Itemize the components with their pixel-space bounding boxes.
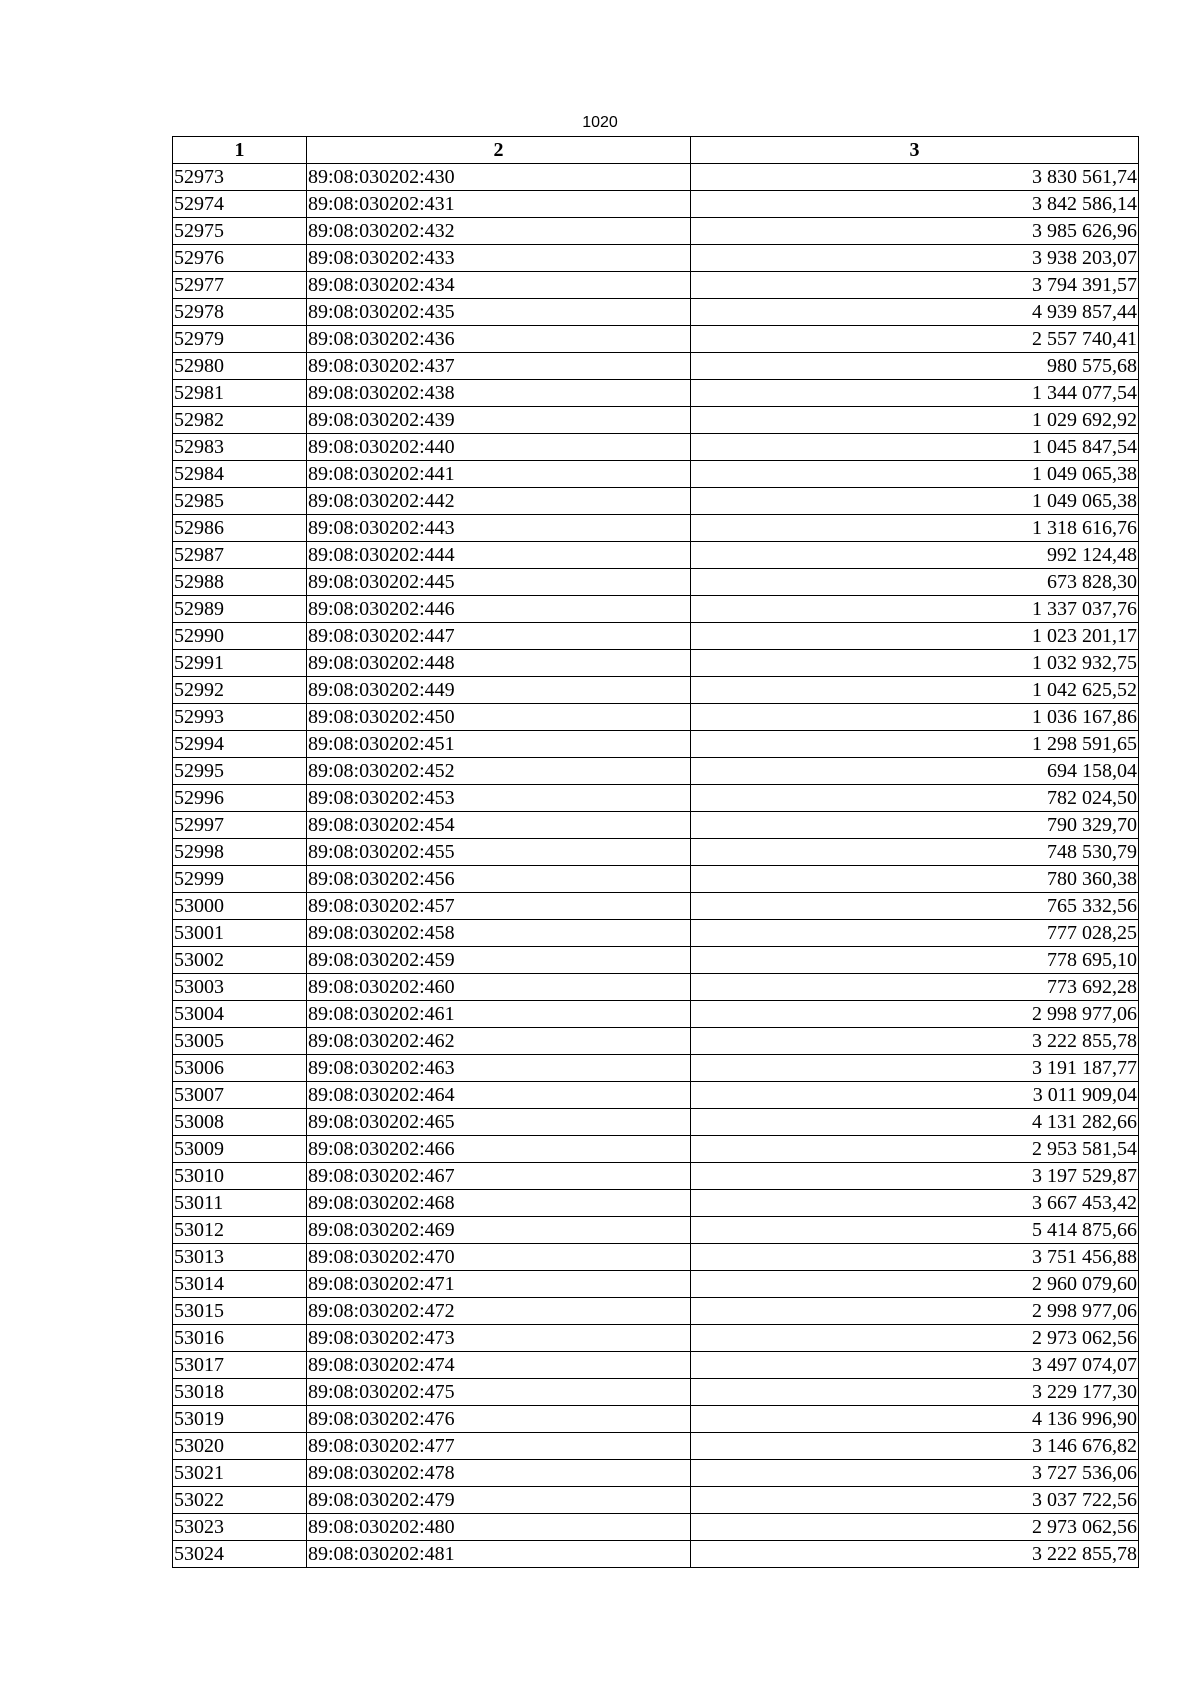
row-number-cell: 52983 <box>173 434 307 461</box>
table-row <box>173 1001 1139 1028</box>
row-number-cell: 53001 <box>173 920 307 947</box>
row-number-cell: 53014 <box>173 1271 307 1298</box>
table-row <box>173 596 1139 623</box>
table-row <box>173 1460 1139 1487</box>
row-number-cell: 52975 <box>173 218 307 245</box>
column-header-1: 1 <box>173 137 307 164</box>
row-number-cell: 53016 <box>173 1325 307 1352</box>
cadastral-value-cell: 1 049 065,38 <box>691 488 1139 515</box>
row-number-cell: 52992 <box>173 677 307 704</box>
table-row <box>173 299 1139 326</box>
table-row <box>173 947 1139 974</box>
table-row <box>173 974 1139 1001</box>
cadastral-value-cell: 992 124,48 <box>691 542 1139 569</box>
cadastral-number-cell: 89:08:030202:439 <box>307 407 691 434</box>
cadastral-number-cell: 89:08:030202:456 <box>307 866 691 893</box>
cadastral-number-cell: 89:08:030202:442 <box>307 488 691 515</box>
row-number-cell: 53003 <box>173 974 307 1001</box>
cadastral-value-cell: 3 222 855,78 <box>691 1028 1139 1055</box>
cadastral-number-cell: 89:08:030202:477 <box>307 1433 691 1460</box>
cadastral-number-cell: 89:08:030202:455 <box>307 839 691 866</box>
cadastral-number-cell: 89:08:030202:467 <box>307 1163 691 1190</box>
cadastral-value-cell: 3 229 177,30 <box>691 1379 1139 1406</box>
cadastral-value-cell: 1 036 167,86 <box>691 704 1139 731</box>
table-row <box>173 164 1139 191</box>
row-number-cell: 52997 <box>173 812 307 839</box>
cadastral-value-cell: 1 029 692,92 <box>691 407 1139 434</box>
cadastral-number-cell: 89:08:030202:481 <box>307 1541 691 1568</box>
cadastral-value-cell: 4 131 282,66 <box>691 1109 1139 1136</box>
cadastral-number-cell: 89:08:030202:447 <box>307 623 691 650</box>
row-number-cell: 53023 <box>173 1514 307 1541</box>
cadastral-value-cell: 3 842 586,14 <box>691 191 1139 218</box>
table-row <box>173 515 1139 542</box>
row-number-cell: 53020 <box>173 1433 307 1460</box>
table-row <box>173 542 1139 569</box>
cadastral-number-cell: 89:08:030202:435 <box>307 299 691 326</box>
page-number: 1020 <box>582 114 618 131</box>
table-row <box>173 407 1139 434</box>
cadastral-value-cell: 3 985 626,96 <box>691 218 1139 245</box>
row-number-cell: 52987 <box>173 542 307 569</box>
cadastral-value-cell: 3 222 855,78 <box>691 1541 1139 1568</box>
table-row <box>173 326 1139 353</box>
table-row <box>173 218 1139 245</box>
row-number-cell: 53011 <box>173 1190 307 1217</box>
cadastral-value-cell: 3 938 203,07 <box>691 245 1139 272</box>
cadastral-value-cell: 3 011 909,04 <box>691 1082 1139 1109</box>
cadastral-value-cell: 2 953 581,54 <box>691 1136 1139 1163</box>
row-number-cell: 53002 <box>173 947 307 974</box>
table-row <box>173 1514 1139 1541</box>
table-row <box>173 1541 1139 1568</box>
row-number-cell: 53022 <box>173 1487 307 1514</box>
cadastral-number-cell: 89:08:030202:469 <box>307 1217 691 1244</box>
cadastral-number-cell: 89:08:030202:464 <box>307 1082 691 1109</box>
table-row <box>173 785 1139 812</box>
row-number-cell: 52978 <box>173 299 307 326</box>
row-number-cell: 52989 <box>173 596 307 623</box>
row-number-cell: 52999 <box>173 866 307 893</box>
cadastral-value-cell: 2 973 062,56 <box>691 1325 1139 1352</box>
row-number-cell: 52993 <box>173 704 307 731</box>
cadastral-value-cell: 1 042 625,52 <box>691 677 1139 704</box>
row-number-cell: 53012 <box>173 1217 307 1244</box>
cadastral-value-cell: 980 575,68 <box>691 353 1139 380</box>
cadastral-value-cell: 3 197 529,87 <box>691 1163 1139 1190</box>
row-number-cell: 53024 <box>173 1541 307 1568</box>
row-number-cell: 53010 <box>173 1163 307 1190</box>
cadastral-number-cell: 89:08:030202:470 <box>307 1244 691 1271</box>
row-number-cell: 52974 <box>173 191 307 218</box>
cadastral-number-cell: 89:08:030202:431 <box>307 191 691 218</box>
cadastral-number-cell: 89:08:030202:480 <box>307 1514 691 1541</box>
table-row <box>173 1406 1139 1433</box>
cadastral-number-cell: 89:08:030202:450 <box>307 704 691 731</box>
cadastral-value-cell: 782 024,50 <box>691 785 1139 812</box>
cadastral-number-cell: 89:08:030202:473 <box>307 1325 691 1352</box>
row-number-cell: 53005 <box>173 1028 307 1055</box>
table-row <box>173 1325 1139 1352</box>
cadastral-number-cell: 89:08:030202:441 <box>307 461 691 488</box>
table-row <box>173 434 1139 461</box>
row-number-cell: 53017 <box>173 1352 307 1379</box>
cadastral-number-cell: 89:08:030202:479 <box>307 1487 691 1514</box>
cadastral-number-cell: 89:08:030202:433 <box>307 245 691 272</box>
cadastral-value-cell: 694 158,04 <box>691 758 1139 785</box>
row-number-cell: 52979 <box>173 326 307 353</box>
table-row <box>173 812 1139 839</box>
cadastral-number-cell: 89:08:030202:440 <box>307 434 691 461</box>
table-row <box>173 1433 1139 1460</box>
cadastral-value-cell: 1 045 847,54 <box>691 434 1139 461</box>
row-number-cell: 52986 <box>173 515 307 542</box>
cadastral-value-cell: 1 032 932,75 <box>691 650 1139 677</box>
cadastral-number-cell: 89:08:030202:465 <box>307 1109 691 1136</box>
cadastral-value-cell: 4 136 996,90 <box>691 1406 1139 1433</box>
row-number-cell: 53015 <box>173 1298 307 1325</box>
cadastral-number-cell: 89:08:030202:444 <box>307 542 691 569</box>
cadastral-value-cell: 773 692,28 <box>691 974 1139 1001</box>
row-number-cell: 52976 <box>173 245 307 272</box>
table-row <box>173 758 1139 785</box>
table-row <box>173 677 1139 704</box>
row-number-cell: 52994 <box>173 731 307 758</box>
cadastral-value-cell: 3 497 074,07 <box>691 1352 1139 1379</box>
row-number-cell: 52981 <box>173 380 307 407</box>
cadastral-value-cell: 2 960 079,60 <box>691 1271 1139 1298</box>
table-body <box>173 164 1139 1568</box>
cadastral-number-cell: 89:08:030202:476 <box>307 1406 691 1433</box>
cadastral-number-cell: 89:08:030202:471 <box>307 1271 691 1298</box>
table-row <box>173 650 1139 677</box>
cadastral-value-cell: 3 191 187,77 <box>691 1055 1139 1082</box>
cadastral-number-cell: 89:08:030202:462 <box>307 1028 691 1055</box>
table-row <box>173 1379 1139 1406</box>
cadastral-number-cell: 89:08:030202:472 <box>307 1298 691 1325</box>
cadastral-number-cell: 89:08:030202:436 <box>307 326 691 353</box>
cadastral-number-cell: 89:08:030202:468 <box>307 1190 691 1217</box>
cadastral-value-cell: 3 037 722,56 <box>691 1487 1139 1514</box>
cadastral-value-table <box>172 136 1139 1568</box>
table-row <box>173 569 1139 596</box>
cadastral-value-cell: 790 329,70 <box>691 812 1139 839</box>
cadastral-value-cell: 777 028,25 <box>691 920 1139 947</box>
cadastral-value-cell: 5 414 875,66 <box>691 1217 1139 1244</box>
row-number-cell: 53021 <box>173 1460 307 1487</box>
cadastral-value-cell: 1 337 037,76 <box>691 596 1139 623</box>
cadastral-value-cell: 3 830 561,74 <box>691 164 1139 191</box>
cadastral-value-cell: 2 973 062,56 <box>691 1514 1139 1541</box>
row-number-cell: 52973 <box>173 164 307 191</box>
table-row <box>173 191 1139 218</box>
cadastral-number-cell: 89:08:030202:443 <box>307 515 691 542</box>
table-row <box>173 839 1139 866</box>
cadastral-value-cell: 3 794 391,57 <box>691 272 1139 299</box>
column-header-3: 3 <box>691 137 1139 164</box>
row-number-cell: 53006 <box>173 1055 307 1082</box>
row-number-cell: 53007 <box>173 1082 307 1109</box>
row-number-cell: 53013 <box>173 1244 307 1271</box>
cadastral-number-cell: 89:08:030202:463 <box>307 1055 691 1082</box>
table-row <box>173 1109 1139 1136</box>
table-row <box>173 488 1139 515</box>
cadastral-value-cell: 1 318 616,76 <box>691 515 1139 542</box>
header-row <box>173 137 1139 164</box>
row-number-cell: 52995 <box>173 758 307 785</box>
table-row <box>173 1082 1139 1109</box>
cadastral-number-cell: 89:08:030202:430 <box>307 164 691 191</box>
table-row <box>173 731 1139 758</box>
table-row <box>173 704 1139 731</box>
table-row <box>173 1298 1139 1325</box>
row-number-cell: 53018 <box>173 1379 307 1406</box>
cadastral-value-cell: 1 023 201,17 <box>691 623 1139 650</box>
table-row <box>173 1055 1139 1082</box>
cadastral-value-cell: 1 344 077,54 <box>691 380 1139 407</box>
table-row <box>173 461 1139 488</box>
cadastral-number-cell: 89:08:030202:434 <box>307 272 691 299</box>
cadastral-value-cell: 3 667 453,42 <box>691 1190 1139 1217</box>
table-row <box>173 1136 1139 1163</box>
cadastral-number-cell: 89:08:030202:445 <box>307 569 691 596</box>
cadastral-value-cell: 3 751 456,88 <box>691 1244 1139 1271</box>
row-number-cell: 52998 <box>173 839 307 866</box>
cadastral-number-cell: 89:08:030202:453 <box>307 785 691 812</box>
table-row <box>173 272 1139 299</box>
table-row <box>173 893 1139 920</box>
cadastral-number-cell: 89:08:030202:457 <box>307 893 691 920</box>
cadastral-number-cell: 89:08:030202:451 <box>307 731 691 758</box>
cadastral-value-cell: 2 557 740,41 <box>691 326 1139 353</box>
cadastral-number-cell: 89:08:030202:474 <box>307 1352 691 1379</box>
row-number-cell: 52982 <box>173 407 307 434</box>
cadastral-value-cell: 673 828,30 <box>691 569 1139 596</box>
table-row <box>173 1163 1139 1190</box>
table-row <box>173 380 1139 407</box>
table-row <box>173 1028 1139 1055</box>
table-row <box>173 1217 1139 1244</box>
cadastral-number-cell: 89:08:030202:452 <box>307 758 691 785</box>
table-row <box>173 920 1139 947</box>
row-number-cell: 53019 <box>173 1406 307 1433</box>
row-number-cell: 53009 <box>173 1136 307 1163</box>
table-row <box>173 1244 1139 1271</box>
table-row <box>173 1190 1139 1217</box>
cadastral-number-cell: 89:08:030202:460 <box>307 974 691 1001</box>
row-number-cell: 53008 <box>173 1109 307 1136</box>
cadastral-number-cell: 89:08:030202:446 <box>307 596 691 623</box>
column-header-2: 2 <box>307 137 691 164</box>
table-row <box>173 245 1139 272</box>
cadastral-value-cell: 1 298 591,65 <box>691 731 1139 758</box>
cadastral-number-cell: 89:08:030202:466 <box>307 1136 691 1163</box>
cadastral-number-cell: 89:08:030202:437 <box>307 353 691 380</box>
cadastral-number-cell: 89:08:030202:438 <box>307 380 691 407</box>
cadastral-value-cell: 765 332,56 <box>691 893 1139 920</box>
cadastral-value-cell: 3 727 536,06 <box>691 1460 1139 1487</box>
table-row <box>173 353 1139 380</box>
row-number-cell: 53000 <box>173 893 307 920</box>
row-number-cell: 52988 <box>173 569 307 596</box>
cadastral-number-cell: 89:08:030202:461 <box>307 1001 691 1028</box>
row-number-cell: 52991 <box>173 650 307 677</box>
cadastral-number-cell: 89:08:030202:475 <box>307 1379 691 1406</box>
row-number-cell: 52980 <box>173 353 307 380</box>
cadastral-number-cell: 89:08:030202:478 <box>307 1460 691 1487</box>
row-number-cell: 52985 <box>173 488 307 515</box>
cadastral-number-cell: 89:08:030202:454 <box>307 812 691 839</box>
table-row <box>173 1271 1139 1298</box>
row-number-cell: 52977 <box>173 272 307 299</box>
cadastral-number-cell: 89:08:030202:448 <box>307 650 691 677</box>
cadastral-value-cell: 780 360,38 <box>691 866 1139 893</box>
cadastral-value-cell: 4 939 857,44 <box>691 299 1139 326</box>
cadastral-number-cell: 89:08:030202:449 <box>307 677 691 704</box>
cadastral-number-cell: 89:08:030202:432 <box>307 218 691 245</box>
table-row <box>173 623 1139 650</box>
cadastral-value-cell: 748 530,79 <box>691 839 1139 866</box>
cadastral-value-cell: 1 049 065,38 <box>691 461 1139 488</box>
row-number-cell: 52996 <box>173 785 307 812</box>
cadastral-number-cell: 89:08:030202:458 <box>307 920 691 947</box>
table-row <box>173 866 1139 893</box>
table-header <box>173 137 1139 164</box>
cadastral-value-cell: 2 998 977,06 <box>691 1001 1139 1028</box>
table-row <box>173 1487 1139 1514</box>
cadastral-value-cell: 778 695,10 <box>691 947 1139 974</box>
cadastral-number-cell: 89:08:030202:459 <box>307 947 691 974</box>
table-row <box>173 1352 1139 1379</box>
cadastral-value-cell: 3 146 676,82 <box>691 1433 1139 1460</box>
row-number-cell: 52990 <box>173 623 307 650</box>
cadastral-value-cell: 2 998 977,06 <box>691 1298 1139 1325</box>
row-number-cell: 53004 <box>173 1001 307 1028</box>
row-number-cell: 52984 <box>173 461 307 488</box>
